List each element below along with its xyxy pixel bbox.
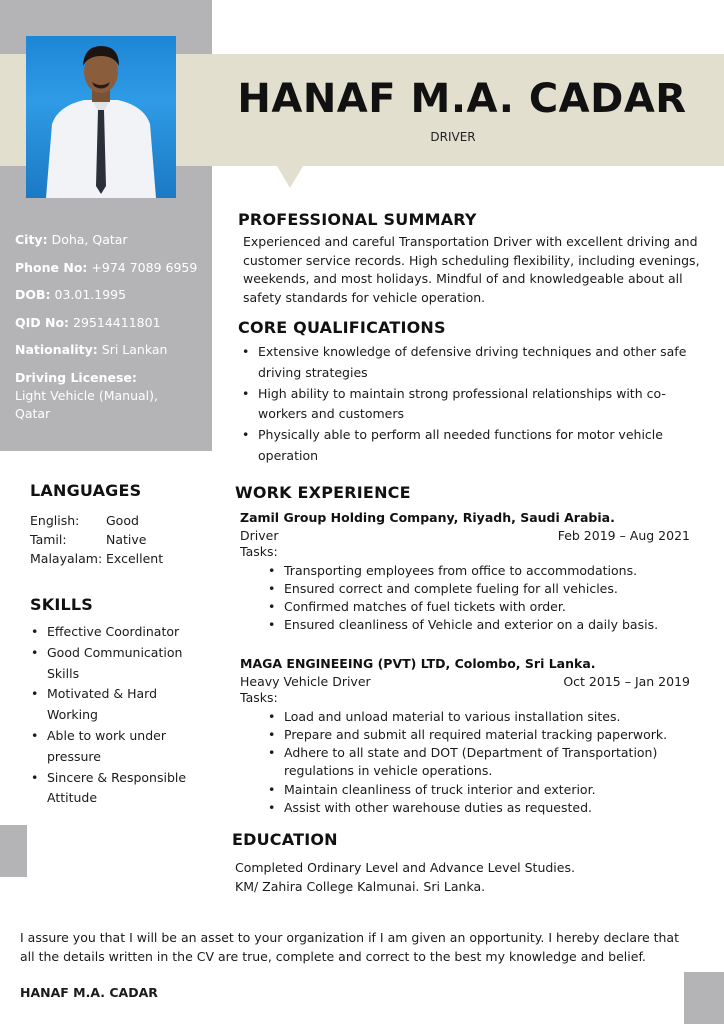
tasks-label: Tasks: [240,690,278,705]
skill-item: • Able to work under pressure [27,726,212,768]
education-heading: EDUCATION [232,830,338,849]
language-row: Tamil: Native [30,532,147,547]
job-role: Heavy Vehicle Driver [240,674,371,689]
task-item: • Confirmed matches of fuel tickets with order. [264,598,690,616]
signature-name: HANAF M.A. CADAR [20,985,158,1000]
language-row: English: Good [30,513,139,528]
profile-photo [26,36,176,198]
job-company: MAGA ENGINEEING (PVT) LTD, Colombo, Sri Lanka. [240,656,596,671]
candidate-name: HANAF M.A. CADAR [237,76,687,122]
decorative-square-right [684,972,724,1024]
job-company: Zamil Group Holding Company, Riyadh, Saudi Arabia. [240,510,615,525]
person-silhouette-icon [26,36,176,198]
job-dates: Feb 2019 – Aug 2021 [557,528,690,543]
qualifications-heading: CORE QUALIFICATIONS [238,318,446,337]
contact-qid: QID No: 29514411801 [15,315,161,330]
contact-nationality: Nationality: Sri Lankan [15,342,168,357]
skill-item: • Effective Coordinator [27,622,212,643]
contact-phone: Phone No: +974 7089 6959 [15,260,198,275]
contact-dob: DOB: 03.01.1995 [15,287,127,302]
task-item: • Ensured correct and complete fueling for all vehicles. [264,580,690,598]
task-list [264,562,690,635]
qualification-item: • Physically able to perform all needed functions for motor vehicle operation [238,425,718,467]
task-item: • Load and unload material to various installation sites. [264,708,690,726]
languages-heading: LANGUAGES [30,481,142,500]
education-text: Completed Ordinary Level and Advance Level Studies. KM/ Zahira College Kalmunai. Sri Lanka. [235,860,575,894]
tasks-label: Tasks: [240,544,278,559]
contact-city: City: Doha, Qatar [15,232,128,247]
job-entry [240,656,690,817]
decorative-square-left [0,825,27,877]
contact-license: Driving Licenese: Light Vehicle (Manual), Qatar [15,370,158,421]
summary-heading: PROFESSIONAL SUMMARY [238,210,477,229]
skill-item: • Sincere & Responsible Attitude [27,768,212,810]
skills-heading: SKILLS [30,595,93,614]
qualifications-list [238,342,718,467]
task-list [264,708,690,818]
summary-text: Experienced and careful Transportation Driver with excellent driving and customer service records. High scheduling flexibility, including evenings, weekends, and most holidays. Mindful of and knowledgeable about all safety standards for vehicle operation. [243,234,700,305]
experience-heading: WORK EXPERIENCE [235,483,411,502]
task-item: • Ensured cleanliness of Vehicle and exterior on a daily basis. [264,616,690,634]
qualification-item: • Extensive knowledge of defensive driving techniques and other safe driving strategies [238,342,718,384]
job-dates: Oct 2015 – Jan 2019 [563,674,690,689]
job-role: Driver [240,528,279,543]
task-item: • Adhere to all state and DOT (Department of Transportation) regulations in vehicle operations. [264,744,690,781]
qualification-item: • High ability to maintain strong professional relationships with co- workers and customers [238,384,718,426]
job-meta [240,674,690,689]
language-row: Malayalam: Excellent [30,551,164,566]
skill-item: • Good Communication Skills [27,643,212,685]
task-item: • Maintain cleanliness of truck interior and exterior. [264,781,690,799]
skills-list [27,622,212,809]
task-item: • Assist with other warehouse duties as requested. [264,799,690,817]
job-meta [240,528,690,543]
task-item: • Prepare and submit all required material tracking paperwork. [264,726,690,744]
task-item: • Transporting employees from office to accommodations. [264,562,690,580]
job-entry [240,510,690,635]
job-title: DRIVER [430,130,476,144]
skill-item: • Motivated & Hard Working [27,684,212,726]
languages-list [30,511,163,568]
banner-pointer [277,166,303,188]
declaration-text: I assure you that I will be an asset to your organization if I am given an opportunity. I hereby declare that all the details written in the CV are true, complete and correct to the best my knowledge and belief. [20,930,679,964]
